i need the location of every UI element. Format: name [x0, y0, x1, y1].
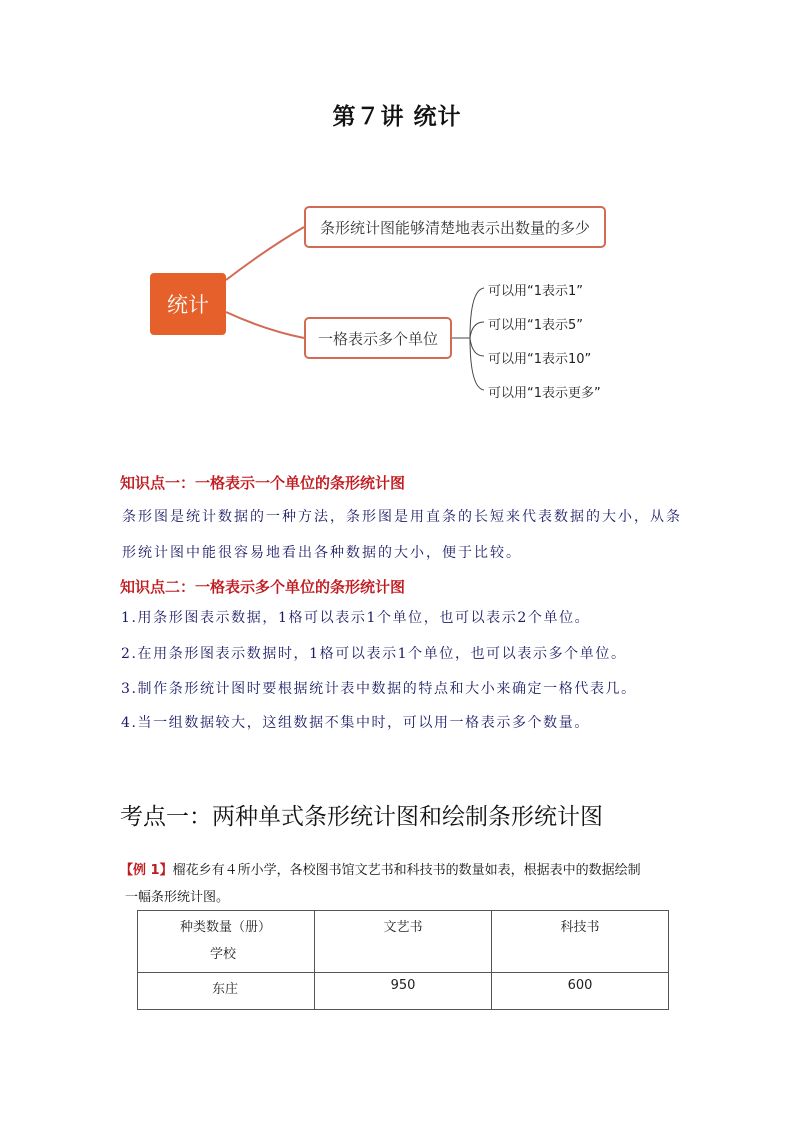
section-title: 考点一：两种单式条形统计图和绘制条形统计图: [120, 804, 603, 830]
mindmap-branch-2: 一格表示多个单位: [304, 317, 452, 359]
table-header-row: [138, 911, 669, 973]
mindmap-branch-1: 条形统计图能够清楚地表示出数量的多少: [304, 206, 606, 248]
corner-header-top: 种类数量（册）: [180, 920, 272, 935]
knowledge2-item: 4.当一组数据较大，这组数据不集中时，可以用一格表示多个数量。: [121, 715, 590, 731]
knowledge1-line2: 形统计图中能很容易地看出各种数据的大小，便于比较。: [122, 545, 522, 561]
mindmap-root: 统计: [150, 273, 226, 335]
knowledge2-item: 3.制作条形统计图时要根据统计表中数据的特点和大小来确定一格代表几。: [121, 681, 637, 697]
table-cell-value: 950: [315, 973, 492, 1010]
example-block: [120, 857, 680, 911]
knowledge2-heading: 知识点二：一格表示多个单位的条形统计图: [120, 578, 406, 596]
corner-header-bottom: 学校: [210, 947, 237, 962]
mindmap-leaf: 可以用“1表示5”: [488, 318, 584, 333]
table-cell-value: 600: [492, 973, 669, 1010]
page-title: 第７讲 统计: [332, 103, 462, 130]
table-cell-school: 东庄: [138, 973, 315, 1010]
table-corner-header: [138, 911, 315, 973]
knowledge2-item: 1.用条形图表示数据，1格可以表示1个单位，也可以表示2个单位。: [121, 610, 591, 626]
knowledge2-item: 2.在用条形图表示数据时，1格可以表示1个单位，也可以表示多个单位。: [121, 646, 627, 662]
mindmap-leaf: 可以用“1表示更多”: [488, 386, 601, 401]
knowledge1-line1: 条形图是统计数据的一种方法，条形图是用直条的长短来代表数据的大小，从条: [122, 509, 682, 525]
table-row: [138, 973, 669, 1010]
table-col-header: 文艺书: [315, 911, 492, 973]
example-tag: 【例 1】: [120, 863, 173, 878]
example-text-line2: 一幅条形统计图。: [125, 890, 230, 905]
knowledge1-heading: 知识点一：一格表示一个单位的条形统计图: [120, 474, 406, 492]
mindmap-leaf: 可以用“1表示10”: [488, 352, 592, 367]
table-col-header: 科技书: [492, 911, 669, 973]
example-text-line1: 榴花乡有４所小学，各校图书馆文艺书和科技书的数量如表，根据表中的数据绘制: [172, 863, 641, 878]
knowledge1-body: [122, 499, 682, 571]
mindmap-leaf: 可以用“1表示1”: [488, 284, 584, 299]
data-table: [137, 910, 669, 1010]
